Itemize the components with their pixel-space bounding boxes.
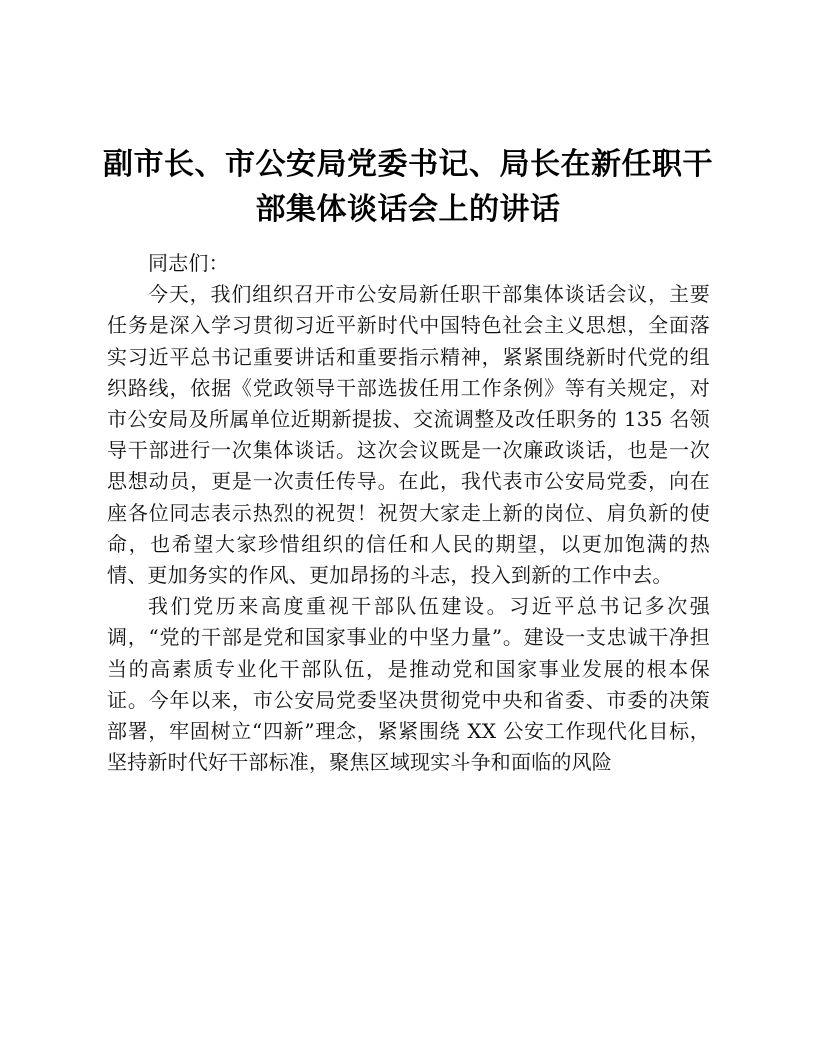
salutation: 同志们：: [148, 251, 229, 275]
paragraph-1: 今天，我们组织召开市公安局新任职干部集体谈话会议，主要任务是深入学习贯彻习近平新时代中国特色社会主义思想，全面落实习近平总书记重要讲话和重要指示精神，紧紧围绕新时代党的组织路线，依据《党政领导干部选拔任用工作条例》等有关规定，对市公安局及所属单位近期新提拔、交流调整及改任职务的 135 名领导干部进行一次集体谈话。这次会议既是一次廉政谈话，也是一次思想动员，更是一次责任传导。在此，我代表市公安局党委，向在座各位同志表示热烈的祝贺！祝贺大家走上新的岗位、肩负新的使命，也希望大家珍惜组织的信任和人民的期望，以更加饱满的热情、更加务实的作风、更加昂扬的斗志，投入到新的工作中去。: [107, 282, 710, 588]
document-body: [107, 248, 710, 778]
document-title: 副市长、市公安局党委书记、局长在新任职干部集体谈话会上的讲话: [103, 147, 713, 227]
paragraph-2: 我们党历来高度重视干部队伍建设。习近平总书记多次强调，“党的干部是党和国家事业的中坚力量”。建设一支忠诚干净担当的高素质专业化干部队伍，是推动党和国家事业发展的根本保证。今年以来，市公安局党委坚决贯彻党中央和省委、市委的决策部署，牢固树立“四新”理念，紧紧围绕 XX 公安工作现代化目标，坚持新时代好干部标准，聚焦区域现实斗争和面临的风险: [107, 594, 710, 775]
